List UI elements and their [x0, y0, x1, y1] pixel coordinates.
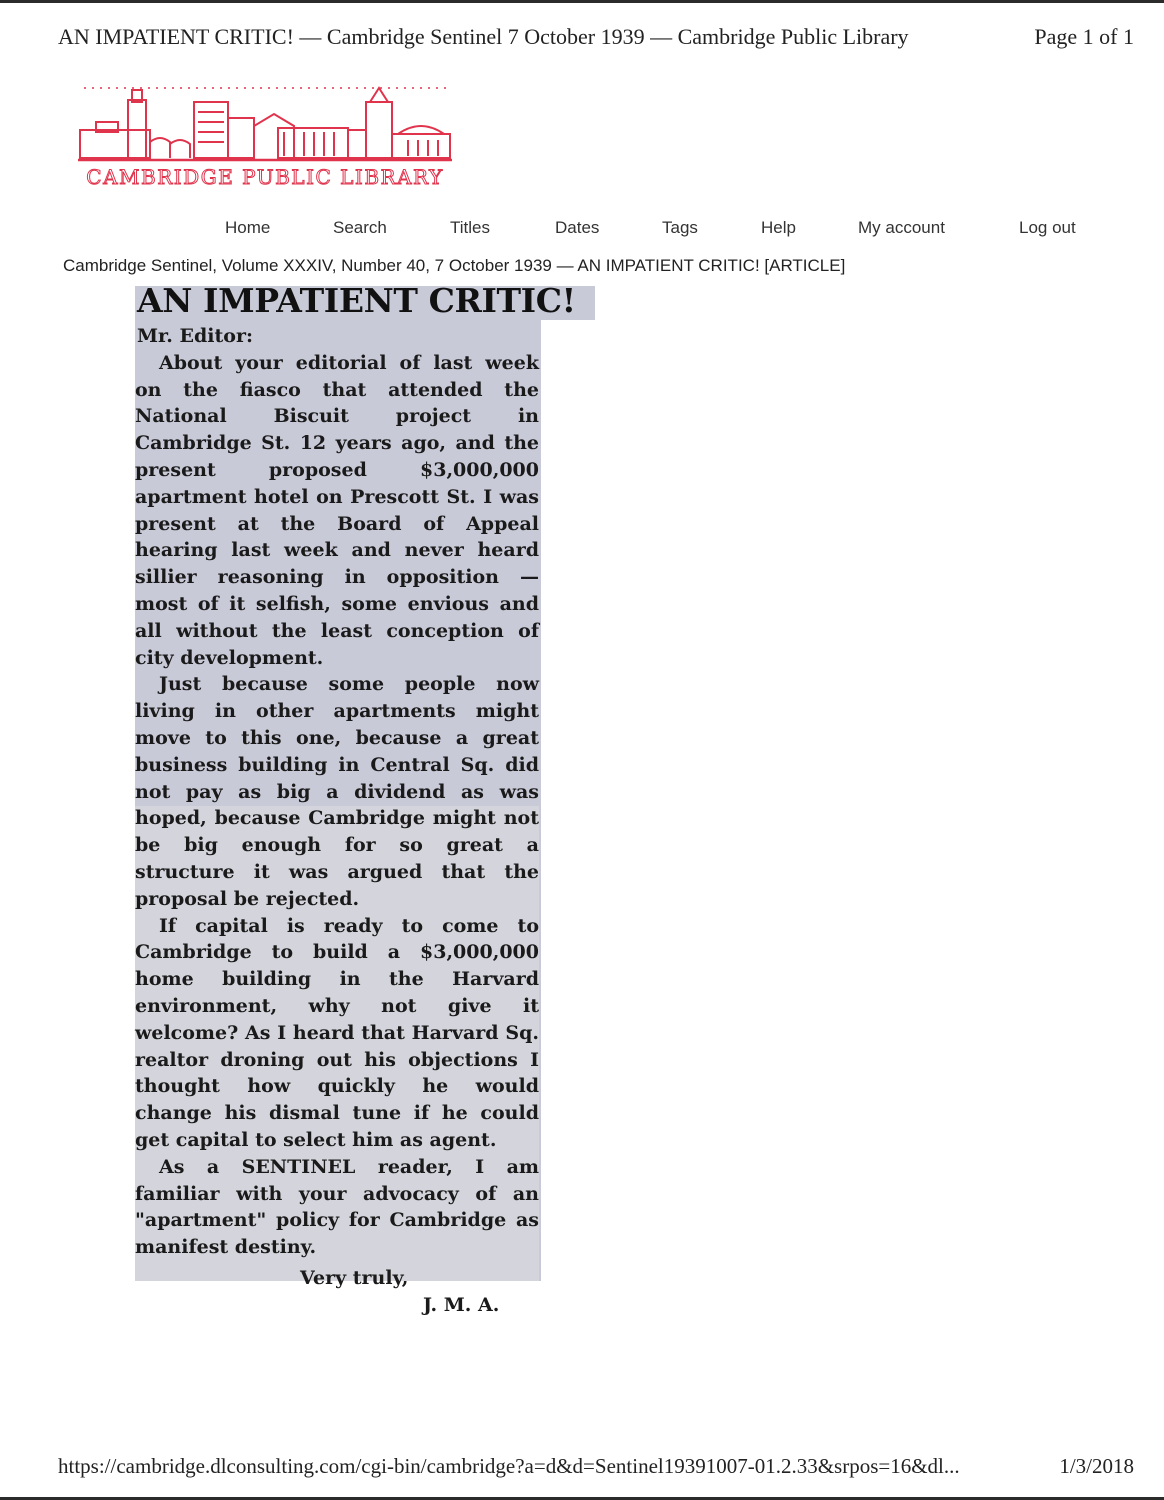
article-body [135, 323, 539, 1318]
article-signature: J. M. A. [423, 1293, 500, 1316]
library-logo-text: CAMBRIDGE PUBLIC LIBRARY [86, 165, 444, 189]
article-paragraph: Just because some people now living in other apartments might move to this one, because a great business building in Central Sq. did not pay as big a dividend as was hoped, because Cambridge might not be big enough for so great a structure it was argued that the proposal be rejected. [135, 673, 539, 910]
nav-log-out[interactable]: Log out [1019, 218, 1076, 237]
nav-home[interactable]: Home [225, 218, 271, 237]
nav-dates[interactable]: Dates [555, 218, 600, 237]
main-nav [0, 218, 1164, 248]
article-paragraph: If capital is ready to come to Cambridge to build a $3,000,000 home building in the Harvard environment, why not give it welcome? As I heard that Harvard Sq. realtor droning out his objections I thought how quickly he would change his dismal tune if he could get capital to select him as agent. [135, 914, 539, 1151]
print-header [58, 24, 1138, 54]
print-footer [58, 1454, 1138, 1482]
nav-titles[interactable]: Titles [450, 218, 490, 237]
nav-tags[interactable]: Tags [662, 218, 698, 237]
nav-help[interactable]: Help [761, 218, 796, 237]
breadcrumb: Cambridge Sentinel, Volume XXXIV, Number 40, 7 October 1939 — AN IMPATIENT CRITIC! [ARTICLE] [63, 256, 846, 275]
article-paragraph: As a SENTINEL reader, I am familiar with your advocacy of an "apartment" policy for Cambridge as manifest destiny. [135, 1155, 539, 1259]
print-header-page-number: Page 1 of 1 [1034, 24, 1134, 49]
article-paragraph: About your editorial of last week on the fiasco that attended the National Biscuit project in Cambridge St. 12 years ago, and the present proposed $3,000,000 apartment hotel on Prescott St. I was present at the Board of Appeal hearing last week and never heard sillier reasoning in opposition — most of it selfish, some envious and all without the least conception of city development. [135, 351, 539, 669]
print-header-title: AN IMPATIENT CRITIC! — Cambridge Sentinel 7 October 1939 — Cambridge Public Library [58, 24, 909, 49]
top-scan-border [0, 0, 1164, 3]
article-salutation: Mr. Editor: [137, 325, 253, 347]
library-logo[interactable] [78, 84, 452, 196]
print-footer-url: https://cambridge.dlconsulting.com/cgi-bin/cambridge?a=d&d=Sentinel19391007-01.2.33&srpos=16&dl... [58, 1454, 960, 1478]
library-skyline-icon [78, 84, 452, 196]
article-headline: AN IMPATIENT CRITIC! [137, 281, 576, 320]
nav-my-account[interactable]: My account [858, 218, 945, 237]
article-closing: Very truly, [300, 1266, 409, 1289]
print-footer-date: 1/3/2018 [1059, 1454, 1134, 1478]
nav-search[interactable]: Search [333, 218, 387, 237]
